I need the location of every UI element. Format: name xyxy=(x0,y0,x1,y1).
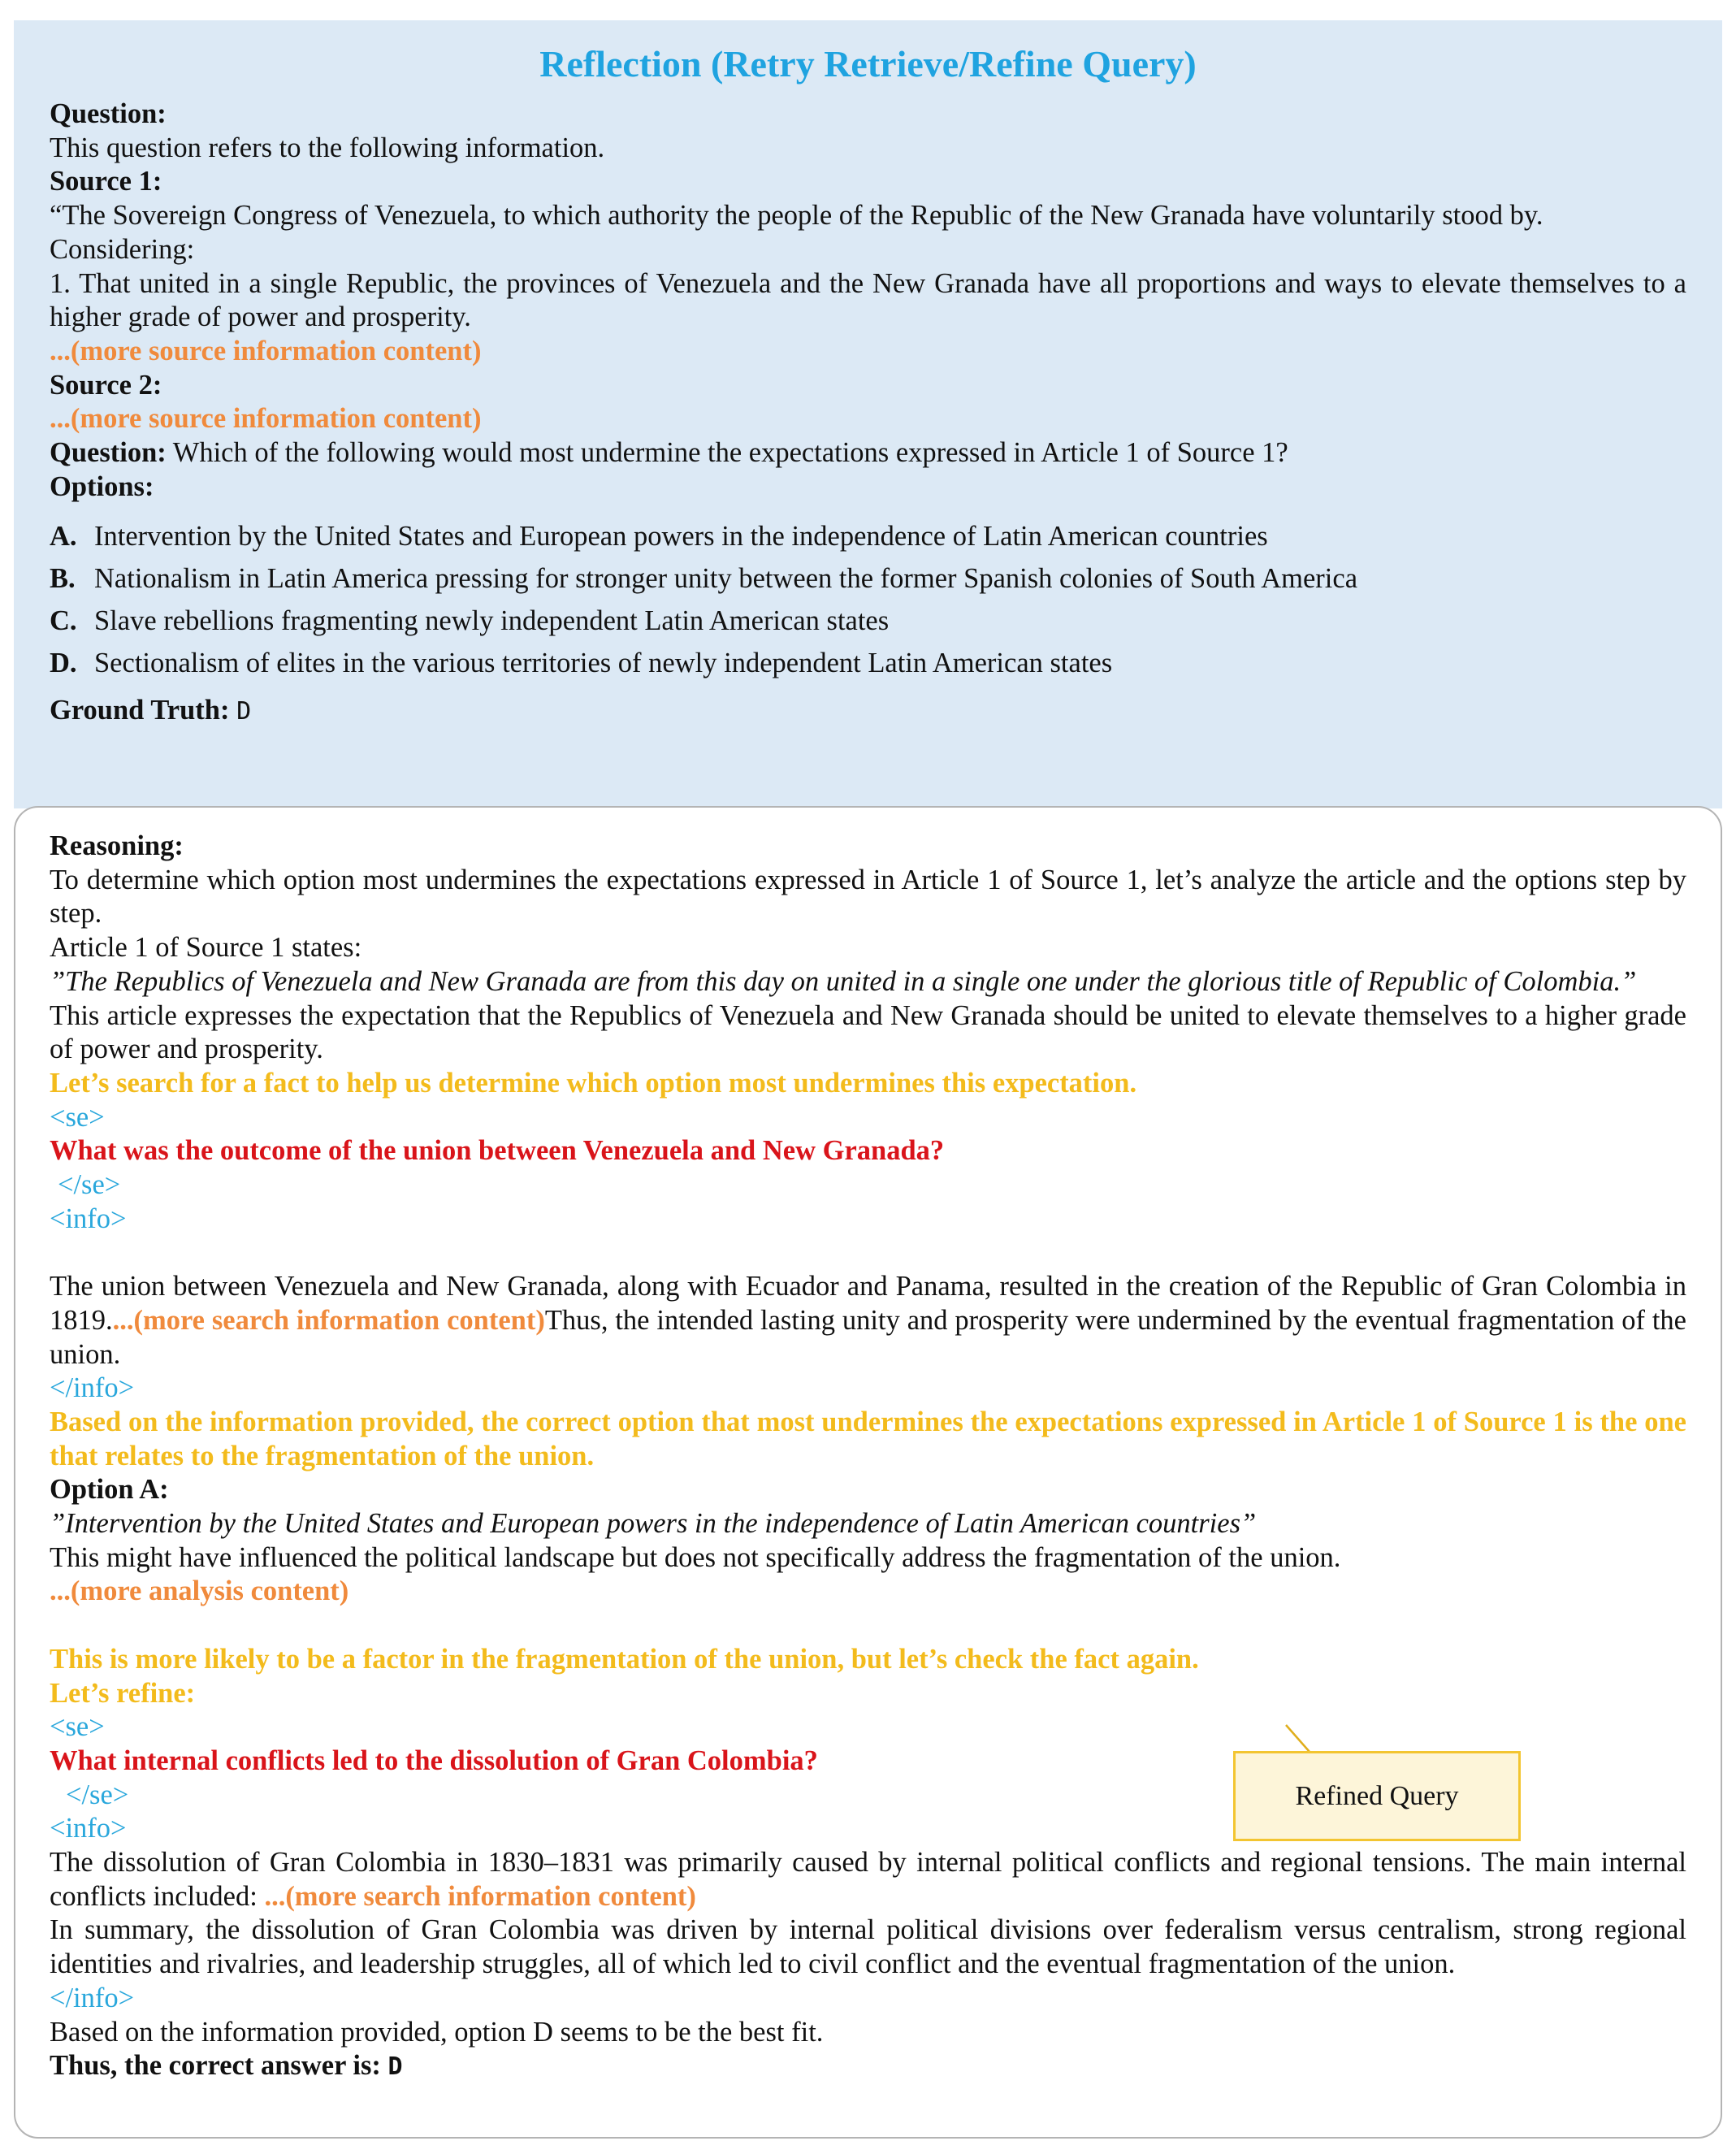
based-on-info-1: Based on the information provided, the correct option that most undermines the expectations expressed in Article 1 of Source 1 is the one that relates to the fragmentation of the union. xyxy=(50,1406,1686,1471)
info-open-tag: <info> xyxy=(50,1203,127,1234)
question-line xyxy=(50,436,1686,470)
se-close-tag: </se> xyxy=(58,1169,121,1201)
info-block-2 xyxy=(50,1846,1686,1913)
option-letter: A. xyxy=(50,521,77,553)
ground-truth-label: Ground Truth: xyxy=(50,695,230,726)
intro-text: This question refers to the following information. xyxy=(50,132,605,163)
info2-summary: In summary, the dissolution of Gran Colombia was driven by internal political divisions over federalism versus centralism, strong regional identities and rivalries, and leadership struggles, all of which led to civil conflict and the eventual fragmentation of the union. xyxy=(50,1914,1686,1980)
option-text: Intervention by the United States and European powers in the independence of Latin American countries xyxy=(94,521,1268,553)
reasoning-content xyxy=(50,830,1686,2084)
option-letter: D. xyxy=(50,648,77,679)
best-fit: Based on the information provided, option D seems to be the best fit. xyxy=(50,2016,824,2048)
se-open-tag: <se> xyxy=(50,1101,105,1133)
info1-text-a: The union between Venezuela and New Granada, along with Ecuador and Panama, resulted in the creation of the Republic of Gran Colombia in 1819. xyxy=(50,1271,1686,1336)
more-search-2: ...(more search information content) xyxy=(264,1880,696,1912)
option-item xyxy=(50,642,1686,684)
option-text: Sectionalism of elites in the various territories of newly independent Latin American states xyxy=(94,648,1113,679)
question-content xyxy=(50,98,1686,729)
expectation-text: This article expresses the expectation that the Republics of Venezuela and New Granada should be united to elevate themselves to a higher grade of power and prosperity. xyxy=(50,999,1686,1065)
ground-truth-value: D xyxy=(236,697,252,726)
article-states: Article 1 of Source 1 states: xyxy=(50,932,362,964)
option-item xyxy=(50,515,1686,557)
more-search-1: ...(more search information content) xyxy=(112,1304,545,1336)
search-query-2: What internal conflicts led to the dissolution of Gran Colombia? xyxy=(50,1744,818,1776)
answer-value: D xyxy=(387,2052,403,2082)
question-inline-label: Question: xyxy=(50,437,167,469)
option-item xyxy=(50,557,1686,600)
ground-truth xyxy=(50,694,1686,729)
source1-text: “The Sovereign Congress of Venezuela, to which authority the people of the Republic of the New Granada have voluntarily stood by. xyxy=(50,200,1543,232)
answer-label: Thus, the correct answer is: xyxy=(50,2050,381,2082)
question-text: Which of the following would most undermine the expectations expressed in Article 1 of Source 1? xyxy=(166,437,1288,469)
considering-text: Considering: xyxy=(50,233,195,265)
question-label: Question: xyxy=(50,98,167,129)
info-close-tag: </info> xyxy=(50,1372,135,1404)
reasoning-intro: To determine which option most undermines the expectations expressed in Article 1 of Source 1, let’s analyze the article and the options step by step. xyxy=(50,864,1686,930)
option-letter: C. xyxy=(50,605,77,637)
options-list xyxy=(50,515,1686,684)
reasoning-label: Reasoning: xyxy=(50,830,184,861)
more-analysis: ...(more analysis content) xyxy=(50,1575,349,1607)
info1-text-b: Thus, the intended lasting unity and prosperity were undermined by the eventual fragmentation of the union. xyxy=(50,1304,1686,1370)
search-intro: Let’s search for a fact to help us determine which option most undermines this expectation. xyxy=(50,1067,1137,1099)
info-close-tag-2: </info> xyxy=(50,1982,135,2013)
article1-text: 1. That united in a single Republic, the provinces of Venezuela and the New Granada have all proportions and ways to elevate themselves to a higher grade of power and prosperity. xyxy=(50,267,1686,333)
article-quote: ”The Republics of Venezuela and New Granada are from this day on united in a single one under the glorious title of Republic of Colombia.” xyxy=(50,965,1637,997)
search-query-1: What was the outcome of the union between Venezuela and New Granada? xyxy=(50,1135,945,1167)
source1-label: Source 1: xyxy=(50,166,162,197)
option-text: Nationalism in Latin America pressing for stronger unity between the former Spanish colonies of South America xyxy=(94,563,1358,595)
final-answer xyxy=(50,2049,1686,2084)
refine-label: Let’s refine: xyxy=(50,1677,196,1709)
option-a-quote: ”Intervention by the United States and European powers in the independence of Latin American countries” xyxy=(50,1508,1257,1540)
options-label: Options: xyxy=(50,470,154,502)
source2-label: Source 2: xyxy=(50,369,162,401)
refined-query-callout xyxy=(1233,1751,1521,1841)
option-item xyxy=(50,600,1686,642)
info2-text-a: The dissolution of Gran Colombia in 1830–1831 was primarily caused by internal political conflicts and regional tensions. The main internal conflicts included: xyxy=(50,1847,1686,1912)
figure-title: Reflection (Retry Retrieve/Refine Query) xyxy=(539,43,1197,85)
more-source-1: ...(more source information content) xyxy=(50,335,482,366)
option-letter: B. xyxy=(50,563,76,595)
check-again: This is more likely to be a factor in the fragmentation of the union, but let’s check the fact again. xyxy=(50,1643,1199,1675)
more-source-2: ...(more source information content) xyxy=(50,403,482,435)
option-text: Slave rebellions fragmenting newly independent Latin American states xyxy=(94,605,890,637)
info-block-1 xyxy=(50,1270,1686,1372)
callout-label: Refined Query xyxy=(1295,1780,1459,1811)
se-close-tag-2: </se> xyxy=(66,1779,129,1810)
se-open-tag-2: <se> xyxy=(50,1711,105,1743)
option-a-label: Option A: xyxy=(50,1474,169,1506)
option-a-note: This might have influenced the political landscape but does not specifically address the fragmentation of the union. xyxy=(50,1541,1341,1573)
info-open-tag-2: <info> xyxy=(50,1813,127,1844)
